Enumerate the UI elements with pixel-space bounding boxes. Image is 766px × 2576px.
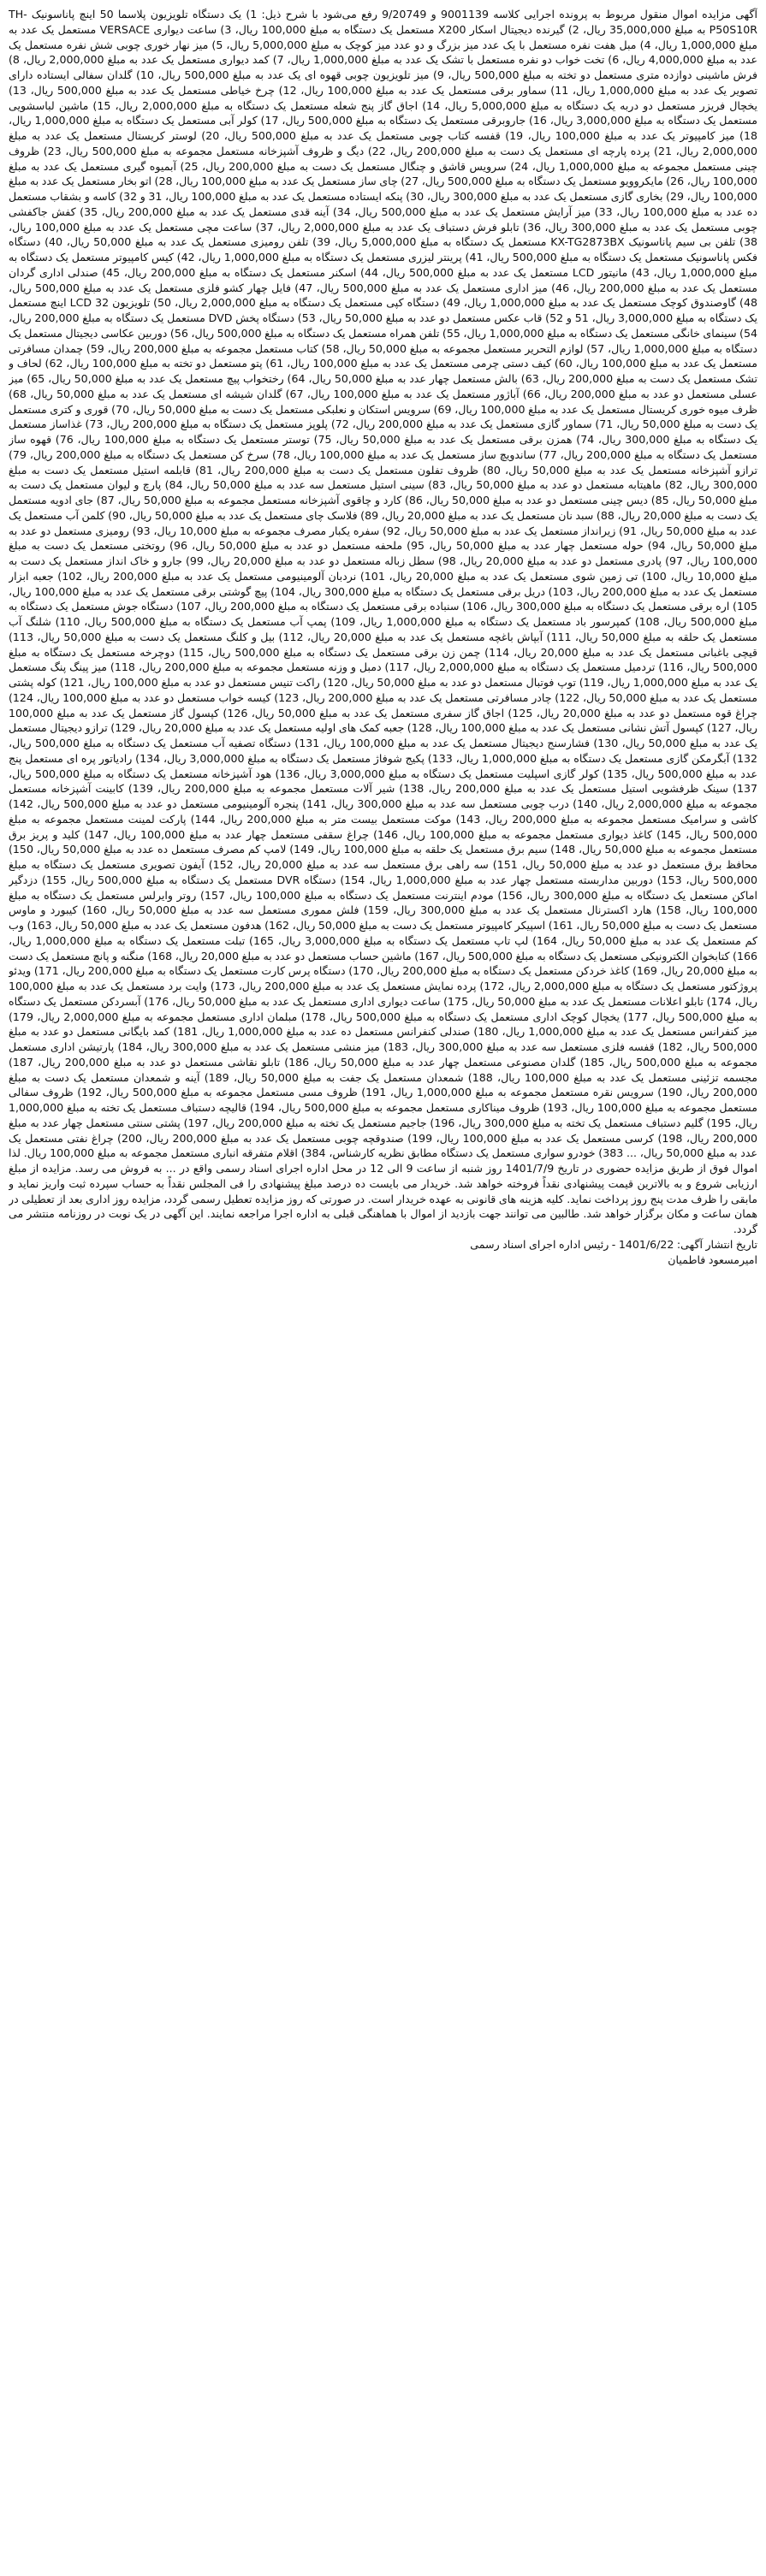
notice-signature: امیرمسعود فاطمیان	[668, 1252, 757, 1266]
notice-footer-date: تاریخ انتشار آگهی: 1401/6/22 - رئیس اداره اجرای اسناد رسمی	[470, 1237, 757, 1251]
notice-header-text: آگهی مزایده اموال منقول مربوط به پرونده اجرایی کلاسه 9001139 و 9/20749 رفع می‌شود با شرح ذیل: 1) یک دستگاه تلویزیون پلاسما 50 اینچ پاناسونیک TH-P50S10R به مبلغ 35,000,000 ریال، 2) گیرنده دیجیتال اسکار X200 مستعمل یک دستگاه به مبلغ 100,000 ریال، 3) ساعت دیواری VERSACE مستعمل یک عدد به مبلغ 1,000,000 ریال، 4) مبل هفت نفره مستعمل با یک عدد میز بزرگ و دو عدد میز کوچک به مبلغ 5,000,000 ریال، 5) میز نهار خوری چوبی شش نفره مستعمل یک عدد به مبلغ 4,000,000 ریال، 6) تخت خواب دو نفره مستعمل با تشک یک عدد به مبلغ 1,000,000 ریال، 7) کمد دیواری مستعمل یک عدد به مبلغ 2,000,000 ریال، 8) فرش ماشینی دوازده متری مستعمل دو تخته به مبلغ 500,000 ریال، 9) میز تلویزیون چوبی قهوه ای یک عدد به مبلغ 500,000 ریال، 10) گلدان سفالی ایستاده دارای تصویر یک عدد به مبلغ 1,000,000 ریال، 11) سماور برقی مستعمل یک عدد به مبلغ 100,000 ریال، 12) چرخ خیاطی مستعمل یک عدد به مبلغ 500,000 ریال، 13) یخچال فریزر مستعمل دو دربه یک دستگاه به مبلغ 5,000,000 ریال، 14) اجاق گاز پنج شعله مستعمل یک دستگاه به مبلغ 2,000,000 ریال، 15) ماشین لباسشویی مستعمل یک دستگاه به مبلغ 3,000,000 ریال، 16) جاروبرقی مستعمل یک دستگاه به مبلغ 500,000 ریال، 17) کولر آبی مستعمل یک دستگاه به مبلغ 1,000,000 ریال، 18) میز کامپیوتر یک عدد به مبلغ 100,000 ریال، 19) قفسه کتاب چوبی مستعمل یک عدد به مبلغ 500,000 ریال، 20) لوستر کریستال مستعمل یک عدد به مبلغ 2,000,000 ریال، 21) پرده پارچه ای مستعمل یک دست به مبلغ 200,000 ریال، 22) دیگ و ظروف آشپزخانه مستعمل مجموعه به مبلغ 500,000 ریال، 23) ظروف چینی مستعمل مجموعه به مبلغ 1,000,000 ریال، 24) سرویس قاشق و چنگال مستعمل یک دست به مبلغ 200,000 ریال، 25) آبمیوه گیری مستعمل یک عدد به مبلغ 100,000 ریال،	[9, 8, 757, 188]
notice-terms-text: لذا اموال فوق از طریق مزایده حضوری در تاریخ 1401/7/9 روز شنبه از ساعت 9 الی 12 در محل اداره اجرای اسناد رسمی واقع در ... به فروش می رسد. مزایده از مبلغ ارزیابی شروع و به بالاترین قیمت پیشنهادی نقداً فروخته خواهد شد. خریدار می بایست ده درصد مبلغ پیشنهادی را فی المجلس نقداً به حساب سپرده ثبت واریز نماید و مابقی را ظرف مدت پنج روز پرداخت نماید. کلیه هزینه های قانونی به عهده خریدار است. در صورتی که روز مزایده تعطیل رسمی گردد، مزایده روز اداری بعد از تعطیلی در همان ساعت و مکان برگزار خواهد شد. طالبین می توانند جهت بازدید از اموال با هماهنگی قبلی به اداره اجرا مراجعه نمایند. این آگهی در یک نوبت در روزنامه منتشر می گردد.	[9, 1146, 757, 1235]
notice-items-text: 26) مایکروویو مستعمل یک دستگاه به مبلغ 500,000 ریال، 27) چای ساز مستعمل یک عدد به مبلغ 100,000 ریال، 28) اتو بخار مستعمل یک عدد به مبلغ 100,000 ریال، 29) بخاری گازی مستعمل یک عدد به مبلغ 300,000 ریال، 30) پنکه ایستاده مستعمل یک عدد به مبلغ 100,000 ریال، 31 و 32) کاسه و بشقاب مستعمل ده عدد به مبلغ 100,000 ریال، 33) میز آرایش مستعمل یک عدد به مبلغ 500,000 ریال، 34) آینه قدی مستعمل یک عدد به مبلغ 200,000 ریال، 35) کفش جاکفشی چوبی مستعمل یک عدد به مبلغ 300,000 ریال، 36) تابلو فرش دستباف یک عدد به مبلغ 2,000,000 ریال، 37) ساعت مچی مستعمل یک عدد به مبلغ 100,000 ریال، 38) تلفن بی سیم پاناسونیک KX-TG2873BX مستعمل یک دستگاه به مبلغ 5,000,000 ریال، 39) تلفن رومیزی مستعمل یک عدد به مبلغ 50,000 ریال، 40) دستگاه فکس پاناسونیک مستعمل یک دستگاه به مبلغ 500,000 ریال، 41) پرینتر لیزری مستعمل یک دستگاه به مبلغ 1,000,000 ریال، 42) کیس کامپیوتر مستعمل یک دستگاه به مبلغ 1,000,000 ریال، 43) مانیتور LCD مستعمل یک عدد به مبلغ 500,000 ریال، 44) اسکنر مستعمل یک دستگاه به مبلغ 200,000 ریال، 45) صندلی اداری گردان مستعمل یک عدد به مبلغ 200,000 ریال، 46) میز اداری مستعمل یک عدد به مبلغ 500,000 ریال، 47) فایل چهار کشو فلزی مستعمل یک عدد به مبلغ 500,000 ریال، 48) گاوصندوق کوچک مستعمل یک عدد به مبلغ 1,000,000 ریال، 49) دستگاه کپی مستعمل یک دستگاه به مبلغ 2,000,000 ریال، 50) تلویزیون LCD 32 اینچ مستعمل یک دستگاه به مبلغ 3,000,000 ریال، 51 و 52) قاب عکس مستعمل دو عدد به مبلغ 50,000 ریال، 53) دستگاه پخش DVD مستعمل یک دستگاه به مبلغ 200,000 ریال، 54) سینمای خانگی مستعمل یک دستگاه به مبلغ 1,000,000 ریال، 55) تلفن همراه مستعمل یک دستگاه به مبلغ 500,000 ریال، 56) دوربین عکاسی دیجیتال مستعمل یک دستگاه به مبلغ 1,000,000 ریال، 57) لوازم التحریر مستعمل مجموعه به مبلغ 50,000 ریال، 58) کتاب مستعمل مجموعه به مبلغ 200,000 ریال، 59) چمدان مسافرتی مستعمل یک عدد به مبلغ 100,000 ریال، 60) کیف دستی چرمی مستعمل یک عدد به مبلغ 100,000 ریال، 61) پتو مستعمل دو تخته به مبلغ 100,000 ریال، 62) لحاف و تشک مستعمل یک دست به مبلغ 200,000 ریال، 63) بالش مستعمل چهار عدد به مبلغ 50,000 ریال، 64) رختخواب پیچ مستعمل یک عدد به مبلغ 50,000 ریال، 65) میز عسلی مستعمل دو عدد به مبلغ 200,000 ریال، 66) آباژور مستعمل یک عدد به مبلغ 100,000 ریال، 67) گلدان شیشه ای مستعمل یک عدد به مبلغ 50,000 ریال، 68) ظرف میوه خوری کریستال مستعمل یک عدد به مبلغ 100,000 ریال، 69) سرویس استکان و نعلبکی مستعمل یک دست به مبلغ 50,000 ریال، 70) قوری و کتری مستعمل یک دست به مبلغ 50,000 ریال، 71) سماور گازی مستعمل یک عدد به مبلغ 200,000 ریال، 72) پلوپز مستعمل یک دستگاه به مبلغ 200,000 ریال، 73) غذاساز مستعمل یک دستگاه به مبلغ 300,000 ریال، 74) همزن برقی مستعمل یک عدد به مبلغ 50,000 ریال، 75) توستر مستعمل یک دستگاه به مبلغ 100,000 ریال، 76) قهوه ساز مستعمل یک دستگاه به مبلغ 200,000 ریال، 77) ساندویچ ساز مستعمل یک عدد به مبلغ 100,000 ریال، 78) سرخ کن مستعمل یک دستگاه به مبلغ 200,000 ریال، 79) ترازو آشپزخانه مستعمل یک عدد به مبلغ 50,000 ریال، 80) ظروف تفلون مستعمل یک دست به مبلغ 200,000 ریال، 81) قابلمه استیل مستعمل یک دست به مبلغ 300,000 ریال، 82) ماهیتابه مستعمل دو عدد به مبلغ 50,000 ریال، 83) سینی استیل مستعمل سه عدد به مبلغ 50,000 ریال، 84) پارچ و لیوان مستعمل یک دست به مبلغ 50,000 ریال، 85) دیس چینی مستعمل دو عدد به مبلغ 50,000 ریال، 86) کارد و چاقوی آشپزخانه مستعمل مجموعه به مبلغ 50,000 ریال، 87) جای ادویه مستعمل یک دست به مبلغ 20,000 ریال، 88) سبد نان مستعمل یک عدد به مبلغ 20,000 ریال، 89) فلاسک چای مستعمل یک عدد به مبلغ 50,000 ریال، 90) کلمن آب مستعمل یک عدد به مبلغ 50,000 ریال، 91) زیرانداز مستعمل یک عدد به مبلغ 50,000 ریال، 92) سفره یکبار مصرف مجموعه به مبلغ 10,000 ریال، 93) رومیزی مستعمل دو عدد به مبلغ 50,000 ریال، 94) حوله مستعمل چهار عدد به مبلغ 50,000 ریال، 95) ملحفه مستعمل دو عدد به مبلغ 50,000 ریال، 96) روتختی مستعمل یک دست به مبلغ 100,000 ریال، 97) پادری مستعمل دو عدد به مبلغ 20,000 ریال، 98) سطل زباله مستعمل دو عدد به مبلغ 20,000 ریال، 99) جارو و خاک انداز مستعمل یک دست به مبلغ 10,000 ریال، 100) تی زمین شوی مستعمل یک عدد به مبلغ 20,000 ریال، 101) نردبان آلومینیومی مستعمل یک عدد به مبلغ 200,000 ریال، 102) جعبه ابزار مستعمل یک عدد به مبلغ 200,000 ریال، 103) دریل برقی مستعمل یک دستگاه به مبلغ 300,000 ریال، 104) پیچ گوشتی برقی مستعمل یک عدد به مبلغ 100,000 ریال، 105) اره برقی مستعمل یک دستگاه به مبلغ 300,000 ریال، 106) سنباده برقی مستعمل یک دستگاه به مبلغ 200,000 ریال، 107) دستگاه جوش مستعمل یک دستگاه به مبلغ 500,000 ریال، 108) کمپرسور باد مستعمل یک دستگاه به مبلغ 1,000,000 ریال، 109) پمپ آب مستعمل یک دستگاه به مبلغ 500,000 ریال، 110) شلنگ آب مستعمل یک حلقه به مبلغ 50,000 ریال، 111) آبپاش باغچه مستعمل یک عدد به مبلغ 20,000 ریال، 112) بیل و کلنگ مستعمل یک دست به مبلغ 50,000 ریال، 113) قیچی باغبانی مستعمل یک عدد به مبلغ 20,000 ریال، 114) چمن زن برقی مستعمل یک دستگاه به مبلغ 500,000 ریال، 115) دوچرخه مستعمل یک دستگاه به مبلغ 500,000 ریال، 116) تردمیل مستعمل یک دستگاه به مبلغ 2,000,000 ریال، 117) دمبل و وزنه مستعمل مجموعه به مبلغ 200,000 ریال، 118) میز پینگ پنگ مستعمل یک عدد به مبلغ 1,000,000 ریال، 119) توپ فوتبال مستعمل دو عدد به مبلغ 50,000 ریال، 120) راکت تنیس مستعمل دو عدد به مبلغ 100,000 ریال، 121) کوله پشتی مستعمل یک عدد به مبلغ 50,000 ریال، 122) چادر مسافرتی مستعمل یک عدد به مبلغ 200,000 ریال، 123) کیسه خواب مستعمل دو عدد به مبلغ 100,000 ریال، 124) چراغ قوه مستعمل دو عدد به مبلغ 20,000 ریال، 125) اجاق گاز سفری مستعمل یک عدد به مبلغ 50,000 ریال، 126) کپسول گاز مستعمل یک عدد به مبلغ 100,000 ریال، 127) کپسول آتش نشانی مستعمل یک عدد به مبلغ 100,000 ریال، 128) جعبه کمک های اولیه مستعمل یک عدد به مبلغ 20,000 ریال، 129) ترازو دیجیتال مستعمل یک عدد به مبلغ 50,000 ریال، 130) فشارسنج دیجیتال مستعمل یک عدد به مبلغ 100,000 ریال، 131) دستگاه تصفیه آب مستعمل یک دستگاه به مبلغ 500,000 ریال، 132) آبگرمکن گازی مستعمل یک دستگاه به مبلغ 1,000,000 ریال، 133) پکیج شوفاژ مستعمل یک دستگاه به مبلغ 3,000,000 ریال، 134) رادیاتور پره ای مستعمل پنج عدد به مبلغ 500,000 ریال، 135) کولر گازی اسپلیت مستعمل یک دستگاه به مبلغ 3,000,000 ریال، 136) هود آشپزخانه مستعمل یک دستگاه به مبلغ 500,000 ریال، 137) سینک ظرفشویی استیل مستعمل یک عدد به مبلغ 200,000 ریال، 138) شیر آلات مستعمل مجموعه به مبلغ 200,000 ریال، 139) کابینت آشپزخانه مستعمل مجموعه به مبلغ 2,000,000 ریال، 140) درب چوبی مستعمل سه عدد به مبلغ 300,000 ریال، 141) پنجره آلومینیومی مستعمل دو عدد به مبلغ 500,000 ریال، 142) کاشی و سرامیک مستعمل مجموعه به مبلغ 200,000 ریال، 143) موکت مستعمل بیست متر به مبلغ 200,000 ریال، 144) پارکت لمینت مستعمل مجموعه به مبلغ 500,000 ریال، 145) کاغذ دیواری مستعمل مجموعه به مبلغ 100,000 ریال، 146) چراغ سقفی مستعمل چهار عدد به مبلغ 100,000 ریال، 147) کلید و پریز برق مستعمل مجموعه به مبلغ 50,000 ریال، 148) سیم برق مستعمل یک حلقه به مبلغ 100,000 ریال، 149) لامپ کم مصرف مستعمل ده عدد به مبلغ 50,000 ریال، 150) محافظ برق مستعمل دو عدد به مبلغ 50,000 ریال، 151) سه راهی برق مستعمل سه عدد به مبلغ 20,000 ریال، 152) آیفون تصویری مستعمل یک دستگاه به مبلغ 500,000 ریال، 153) دوربین مداربسته مستعمل چهار عدد به مبلغ 1,000,000 ریال، 154) دستگاه DVR مستعمل یک دستگاه به مبلغ 500,000 ریال، 155) دزدگیر اماکن مستعمل یک دستگاه به مبلغ 300,000 ریال، 156) مودم اینترنت مستعمل یک دستگاه به مبلغ 100,000 ریال، 157) روتر وایرلس مستعمل یک دستگاه به مبلغ 100,000 ریال، 158) هارد اکسترنال مستعمل یک عدد به مبلغ 300,000 ریال، 159) فلش مموری مستعمل سه عدد به مبلغ 50,000 ریال، 160) کیبورد و ماوس مستعمل یک دست به مبلغ 50,000 ریال، 161) اسپیکر کامپیوتر مستعمل یک دست به مبلغ 50,000 ریال، 162) هدفون مستعمل یک عدد به مبلغ 50,000 ریال، 163) وب کم مستعمل یک عدد به مبلغ 50,000 ریال، 164) لپ تاپ مستعمل یک دستگاه به مبلغ 3,000,000 ریال، 165) تبلت مستعمل یک دستگاه به مبلغ 1,000,000 ریال، 166) کتابخوان الکترونیکی مستعمل یک دستگاه به مبلغ 500,000 ریال، 167) ماشین حساب مستعمل دو عدد به مبلغ 20,000 ریال، 168) منگنه و پانچ مستعمل یک دست به مبلغ 20,000 ریال، 169) کاغذ خردکن مستعمل یک دستگاه به مبلغ 200,000 ریال، 170) دستگاه پرس کارت مستعمل یک دستگاه به مبلغ 200,000 ریال، 171) ویدئو پروژکتور مستعمل یک دستگاه به مبلغ 2,000,000 ریال، 172) پرده نمایش مستعمل یک عدد به مبلغ 200,000 ریال، 173) وایت برد مستعمل یک عدد به مبلغ 100,000 ریال، 174) تابلو اعلانات مستعمل یک عدد به مبلغ 50,000 ریال، 175) ساعت دیواری اداری مستعمل یک عدد به مبلغ 50,000 ریال، 176) آبسردکن مستعمل یک دستگاه به مبلغ 500,000 ریال، 177) یخچال کوچک اداری مستعمل یک دستگاه به مبلغ 500,000 ریال، 178) مبلمان اداری مستعمل مجموعه به مبلغ 2,000,000 ریال، 179) میز کنفرانس مستعمل یک عدد به مبلغ 1,000,000 ریال، 180) صندلی کنفرانس مستعمل ده عدد به مبلغ 1,000,000 ریال، 181) کمد بایگانی مستعمل دو عدد به مبلغ 500,000 ریال، 182) قفسه فلزی مستعمل سه عدد به مبلغ 300,000 ریال، 183) میز منشی مستعمل یک عدد به مبلغ 300,000 ریال، 184) پارتیشن اداری مستعمل مجموعه به مبلغ 500,000 ریال، 185) گلدان مصنوعی مستعمل چهار عدد به مبلغ 50,000 ریال، 186) تابلو نقاشی مستعمل دو عدد به مبلغ 200,000 ریال، 187) مجسمه تزئینی مستعمل یک عدد به مبلغ 100,000 ریال، 188) شمعدان مستعمل یک جفت به مبلغ 50,000 ریال، 189) آینه و شمعدان مستعمل یک دست به مبلغ 200,000 ریال، 190) سرویس نقره مستعمل مجموعه به مبلغ 1,000,000 ریال، 191) ظروف مسی مستعمل مجموعه به مبلغ 500,000 ریال، 192) ظروف سفالی مستعمل مجموعه به مبلغ 100,000 ریال، 193) ظروف میناکاری مستعمل مجموعه به مبلغ 500,000 ریال، 194) قالیچه دستباف مستعمل یک تخته به مبلغ 1,000,000 ریال، 195) گلیم دستباف مستعمل یک تخته به مبلغ 300,000 ریال، 196) جاجیم مستعمل یک تخته به مبلغ 200,000 ریال، 197) پشتی سنتی مستعمل چهار عدد به مبلغ 200,000 ریال، 198) کرسی مستعمل یک عدد به مبلغ 100,000 ریال، 199) صندوقچه چوبی مستعمل یک عدد به مبلغ 200,000 ریال، 200) چراغ نفتی مستعمل یک عدد به مبلغ 50,000 ریال، ... 383) خودرو سواری مستعمل یک دستگاه مطابق نظریه کارشناس، 384) اقلام متفرقه انباری مستعمل مجموعه به مبلغ 100,000 ریال.	[9, 175, 757, 1160]
auction-notice	[9, 7, 757, 2569]
